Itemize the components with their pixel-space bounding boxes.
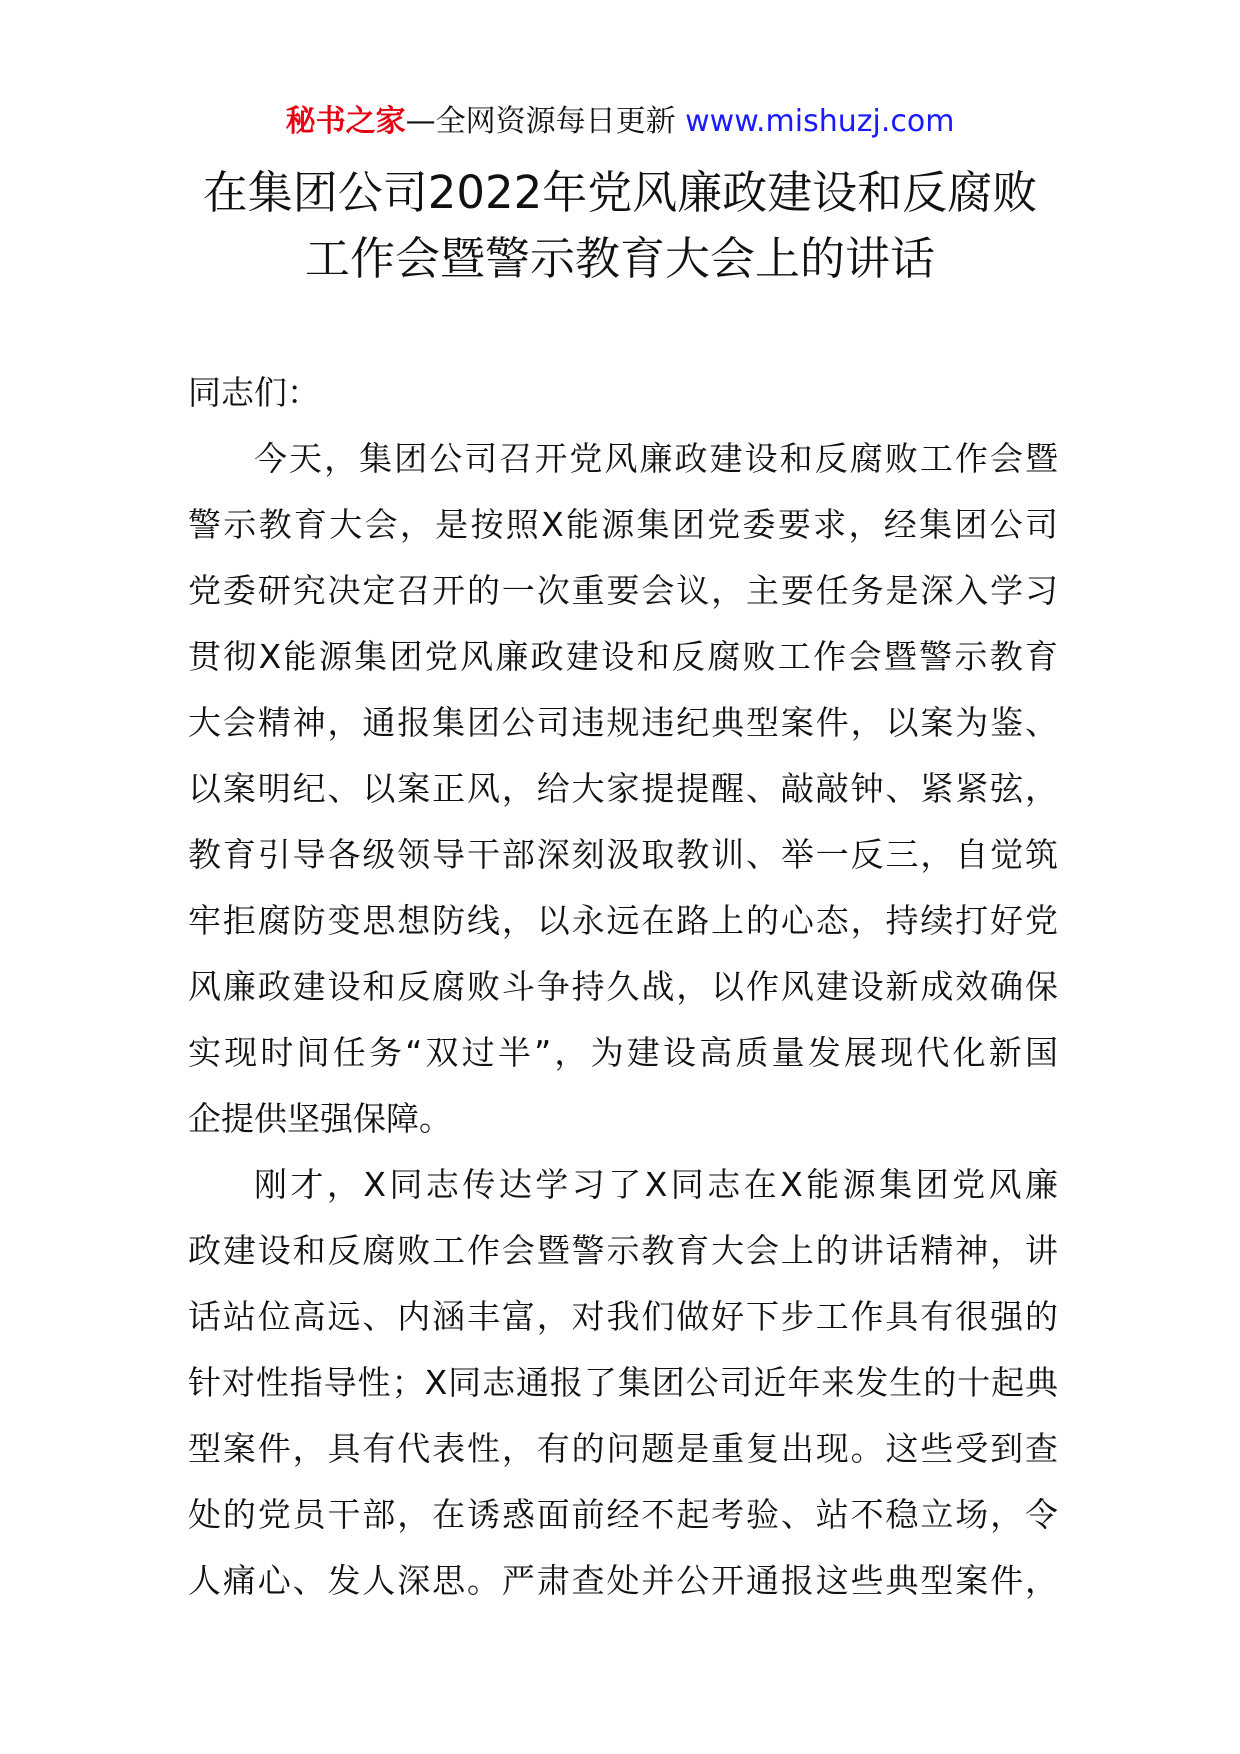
- paragraph-line: 党委研究决定召开的一次重要会议，主要任务是深入学习: [188, 571, 1058, 610]
- paragraph-line: 实现时间任务“双过半”，为建设高质量发展现代化新国: [188, 1033, 1058, 1072]
- salutation: 同志们：: [188, 373, 320, 412]
- site-slogan: —全网资源每日更新: [405, 104, 676, 139]
- paragraph-line: 话站位高远、内涵丰富，对我们做好下步工作具有很强的: [188, 1297, 1058, 1336]
- paragraph-line: 企提供坚强保障。: [188, 1099, 452, 1138]
- paragraph-line: 今天，集团公司召开党风廉政建设和反腐败工作会暨: [254, 439, 1058, 478]
- paragraph-line: 针对性指导性；X同志通报了集团公司近年来发生的十起典: [188, 1363, 1058, 1402]
- paragraph-line: 贯彻X能源集团党风廉政建设和反腐败工作会暨警示教育: [188, 637, 1058, 676]
- site-url-link[interactable]: www.mishuzj.com: [685, 104, 955, 139]
- paragraph-line: 型案件，具有代表性，有的问题是重复出现。这些受到查: [188, 1429, 1058, 1468]
- paragraph-line: 牢拒腐防变思想防线，以永远在路上的心态，持续打好党: [188, 901, 1058, 940]
- paragraph-2: [188, 1152, 1058, 1614]
- paragraph-1: [188, 426, 1058, 1152]
- paragraph-line: 风廉政建设和反腐败斗争持久战，以作风建设新成效确保: [188, 967, 1058, 1006]
- paragraph-line: 刚才，X同志传达学习了X同志在X能源集团党风廉: [254, 1165, 1058, 1204]
- paragraph-line: 政建设和反腐败工作会暨警示教育大会上的讲话精神，讲: [188, 1231, 1058, 1270]
- title-line-2: 工作会暨警示教育大会上的讲话: [304, 232, 935, 285]
- paragraph-line: 大会精神，通报集团公司违规违纪典型案件，以案为鉴、: [188, 703, 1058, 742]
- paragraph-line: 人痛心、发人深思。严肃查处并公开通报这些典型案件，: [188, 1561, 1058, 1600]
- site-header: [0, 100, 1240, 144]
- paragraph-line: 警示教育大会，是按照X能源集团党委要求，经集团公司: [188, 505, 1058, 544]
- paragraph-line: 教育引导各级领导干部深刻汲取教训、举一反三，自觉筑: [188, 835, 1058, 874]
- brand-name: 秘书之家: [285, 104, 406, 139]
- title-line-1: 在集团公司2022年党风廉政建设和反腐败: [202, 166, 1038, 219]
- speech-body: [188, 426, 1058, 1614]
- paragraph-line: 以案明纪、以案正风，给大家提提醒、敲敲钟、紧紧弦，: [188, 769, 1058, 808]
- paragraph-line: 处的党员干部，在诱惑面前经不起考验、站不稳立场，令: [188, 1495, 1058, 1534]
- document-title: [150, 160, 1090, 292]
